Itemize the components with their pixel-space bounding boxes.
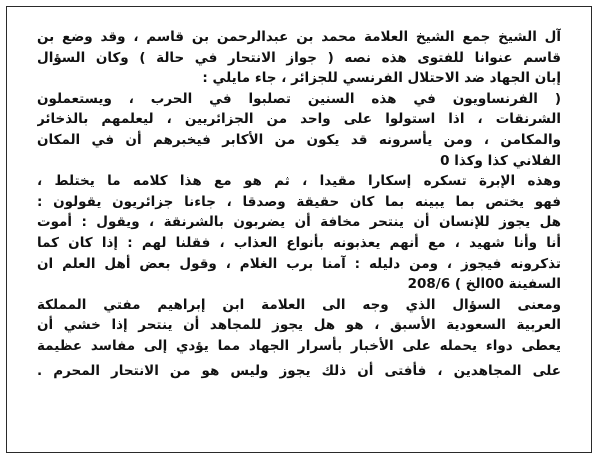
text-line: هل يجوز للإنسان أن ينتحر مخافة أن يضربون بالشرنقة ، ويقول : أموت	[37, 214, 561, 231]
text-line: وهذه الإبرة تسكره إسكارا مقيدا ، ثم هو مع هذا كلامه ما يختلط ،	[37, 173, 561, 190]
text-line: إبان الجهاد ضد الاحتلال الفرنسي للجزائر ، جاء مايلي :	[202, 70, 561, 87]
text-line: والمكامن ، ومن يأسرونه قد يكون من الأكابر فيخبرهم أن في المكان	[37, 131, 561, 148]
text-line: السفينة 00الخ ) 208/6	[407, 276, 561, 293]
text-line: الفلاني كذا وكذا 0	[440, 152, 561, 169]
text-line: العربية السعودية الأسبق ، هو هل يجوز للمجاهد أن ينتحر إذا خشي أن	[37, 317, 561, 334]
text-line: آل الشيخ جمع الشيخ العلامة محمد بن عبدالرحمن بن قاسم ، وقد وضع بن	[37, 29, 561, 45]
fatwa-text-block	[37, 27, 561, 381]
text-line: تذكرونه فيجوز ، ومن دليله : آمنا برب الغلام ، وقول بعض أهل العلم ان	[37, 255, 561, 272]
text-line: على المجاهدين ، فأفتى أن ذلك يجوز وليس هو من الانتحار المحرم .	[37, 362, 561, 379]
text-line: فهو يختص بما يبينه بما كان حقيقة وصدقا ، جاءنا جزائريون يقولون :	[37, 193, 561, 210]
scanned-page	[6, 6, 592, 453]
text-line: الشرنقات ، اذا استولوا على واحد من الجزائريين ، ليعلمهم بالذخائر	[37, 111, 561, 128]
text-line: يعطى دواء يحمله على الأخبار بأسرار الجهاد مما يؤدي إلى مفاسد عظيمة	[37, 337, 561, 354]
text-line: أنا وأنا شهيد ، مع أنهم يعذبونه بأنواع العذاب ، فقلنا لهم : إذا كان كما	[37, 234, 561, 251]
text-line: ومعنى السؤال الذي وجه الى العلامة ابن إبراهيم مفتي المملكة	[37, 296, 561, 313]
text-line: قاسم عنوانا للفتوى هذه نصه ( جواز الانتحار في حالة ) وكان السؤال	[37, 49, 561, 66]
text-line: ( الفرنساويون في هذه السنين تصلبوا في الحرب ، ويستعملون	[37, 90, 561, 107]
